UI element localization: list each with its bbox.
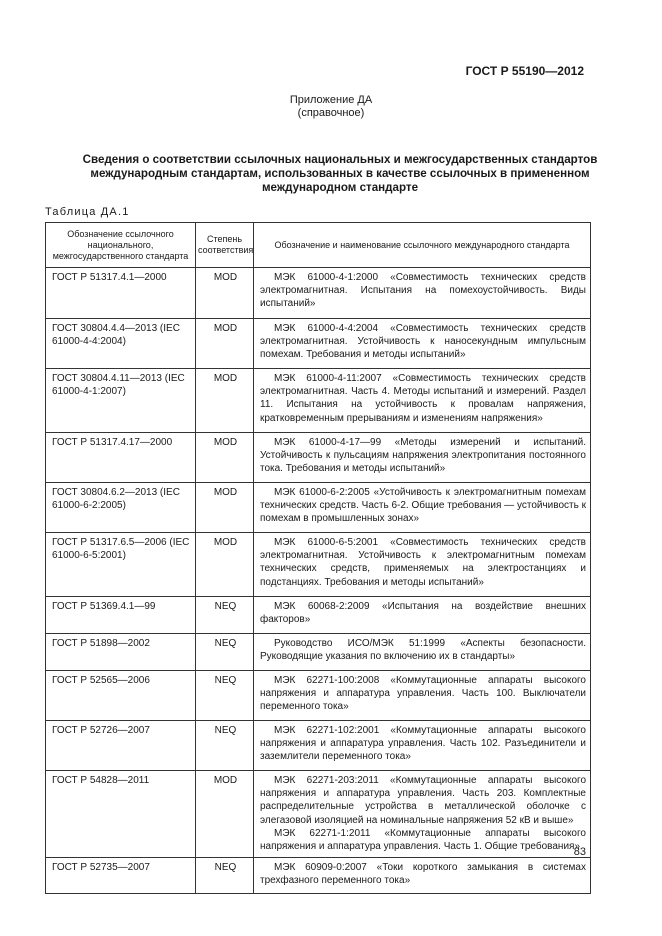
document-title: Сведения о соответствии ссылочных национальных и межгосударственных стандартов международным стандартам, использованных в качестве ссылочных в примененном международном стандарте [82, 153, 598, 194]
international-standard-cell [254, 483, 591, 533]
international-standard-text: МЭК 60068-2:2009 «Испытания на воздействие внешних факторов» [260, 601, 586, 626]
table-row [46, 671, 591, 721]
table-label: Таблица ДА.1 [45, 206, 130, 218]
national-standard-cell: ГОСТ Р 51898—2002 [46, 634, 196, 671]
table-row [46, 858, 591, 894]
table-row [46, 369, 591, 433]
international-standard-text: МЭК 61000-6-5:2001 «Совместимость технических средств электромагнитная. Устойчивость к электромагнитным помехам технических средств, применяемых на электростанциях и подстанциях. Требования и методы испытаний» [260, 537, 586, 588]
degree-cell: MOD [196, 533, 254, 597]
international-standard-text: Руководство ИСО/МЭК 51:1999 «Аспекты безопасности. Руководящие указания по включению их в стандарты» [260, 638, 586, 663]
national-standard-cell: ГОСТ Р 52565—2006 [46, 671, 196, 721]
national-standard-cell: ГОСТ Р 54828—2011 [46, 771, 196, 858]
table-row [46, 433, 591, 483]
table-row [46, 597, 591, 634]
appendix-heading [0, 94, 662, 120]
degree-cell: NEQ [196, 671, 254, 721]
correspondence-table [45, 222, 591, 894]
international-standard-text: МЭК 60909-0:2007 «Токи короткого замыкания в системах трехфазного переменного тока» [260, 862, 586, 887]
international-standard-cell [254, 771, 591, 858]
standard-code: ГОСТ Р 55190—2012 [465, 64, 584, 78]
international-standard-cell [254, 597, 591, 634]
appendix-title: Приложение ДА [289, 94, 373, 106]
degree-cell: MOD [196, 319, 254, 369]
degree-cell: NEQ [196, 597, 254, 634]
appendix-subtitle: (справочное) [297, 107, 365, 119]
national-standard-cell: ГОСТ Р 51369.4.1—99 [46, 597, 196, 634]
international-standard-text: МЭК 61000-6-2:2005 «Устойчивость к электромагнитным помехам технических средств. Часть 6-2. Общие требования — устойчивость к помехам в промышленных зонах» [260, 487, 586, 525]
degree-cell: NEQ [196, 721, 254, 771]
international-standard-text: МЭК 62271-102:2001 «Коммутационные аппараты высокого напряжения и аппаратура управления. Часть 102. Разъединители и заземлители переменного тока» [260, 725, 586, 763]
national-standard-cell: ГОСТ Р 51317.6.5—2006 (IEC 61000-6-5:2001) [46, 533, 196, 597]
international-standard-cell [254, 268, 591, 319]
national-standard-cell: ГОСТ 30804.6.2—2013 (IEC 61000-6-2:2005) [46, 483, 196, 533]
national-standard-cell: ГОСТ Р 51317.4.17—2000 [46, 433, 196, 483]
national-standard-cell: ГОСТ Р 51317.4.1—2000 [46, 268, 196, 319]
international-standard-cell [254, 319, 591, 369]
page-number: 83 [573, 846, 586, 858]
international-standard-cell [254, 433, 591, 483]
international-standard-cell [254, 671, 591, 721]
international-standard-cell [254, 369, 591, 433]
international-standard-text: МЭК 61000-4-4:2004 «Совместимость технических средств электромагнитная. Устойчивость к наносекундным импульсным помехам. Требования и методы испытаний» [260, 323, 586, 361]
national-standard-cell: ГОСТ Р 52735—2007 [46, 858, 196, 894]
table-header-row [46, 223, 591, 268]
national-standard-cell: ГОСТ 30804.4.4—2013 (IEC 61000-4-4:2004) [46, 319, 196, 369]
degree-cell: MOD [196, 369, 254, 433]
degree-cell: NEQ [196, 858, 254, 894]
degree-cell: NEQ [196, 634, 254, 671]
column-header-national-std: Обозначение ссылочного национального, межгосударственного стандарта [46, 223, 196, 268]
degree-cell: MOD [196, 268, 254, 319]
international-standard-text: МЭК 62271-203:2011 «Коммутационные аппараты высокого напряжения и аппаратура управления. Часть 203. Комплектные распределительные устройства в металлической оболочке с элегазовой изоляцией на номинальные напряжения 52 кВ и выше» [260, 775, 586, 826]
international-standard-text: МЭК 61000-4-17—99 «Методы измерений и испытаний. Устойчивость к пульсациям напряжения электропитания постоянного тока. Требования и методы испытаний» [260, 437, 586, 475]
table-row [46, 634, 591, 671]
degree-cell: MOD [196, 771, 254, 858]
international-standard-text: МЭК 61000-4-11:2007 «Совместимость технических средств электромагнитная. Часть 4. Методы испытаний и измерений. Раздел 11. Испытания на устойчивость к провалам напряжения, кратковременным прерываниям и изменениям напряжения» [260, 373, 586, 424]
table-row [46, 771, 591, 858]
international-standard-cell [254, 858, 591, 894]
international-standard-cell [254, 634, 591, 671]
international-standard-text: МЭК 62271-1:2011 «Коммутационные аппараты высокого напряжения и аппаратура управления. Часть 1. Общие требования» [260, 827, 586, 853]
column-header-international-std: Обозначение и наименование ссылочного международного стандарта [254, 223, 591, 268]
column-header-degree: Степень соответствия [196, 223, 254, 268]
table-row [46, 721, 591, 771]
degree-cell: MOD [196, 483, 254, 533]
international-standard-text: МЭК 61000-4-1:2000 «Совместимость технических средств электромагнитная. Испытания на помехоустойчивость. Виды испытаний» [260, 272, 586, 310]
international-standard-text: МЭК 62271-100:2008 «Коммутационные аппараты высокого напряжения и аппаратура управления. Часть 100. Выключатели переменного тока» [260, 675, 586, 713]
table-row [46, 319, 591, 369]
table-row [46, 533, 591, 597]
table-row [46, 483, 591, 533]
national-standard-cell: ГОСТ Р 52726—2007 [46, 721, 196, 771]
international-standard-cell [254, 721, 591, 771]
table-row [46, 268, 591, 319]
degree-cell: MOD [196, 433, 254, 483]
national-standard-cell: ГОСТ 30804.4.11—2013 (IEC 61000-4-1:2007) [46, 369, 196, 433]
international-standard-cell [254, 533, 591, 597]
